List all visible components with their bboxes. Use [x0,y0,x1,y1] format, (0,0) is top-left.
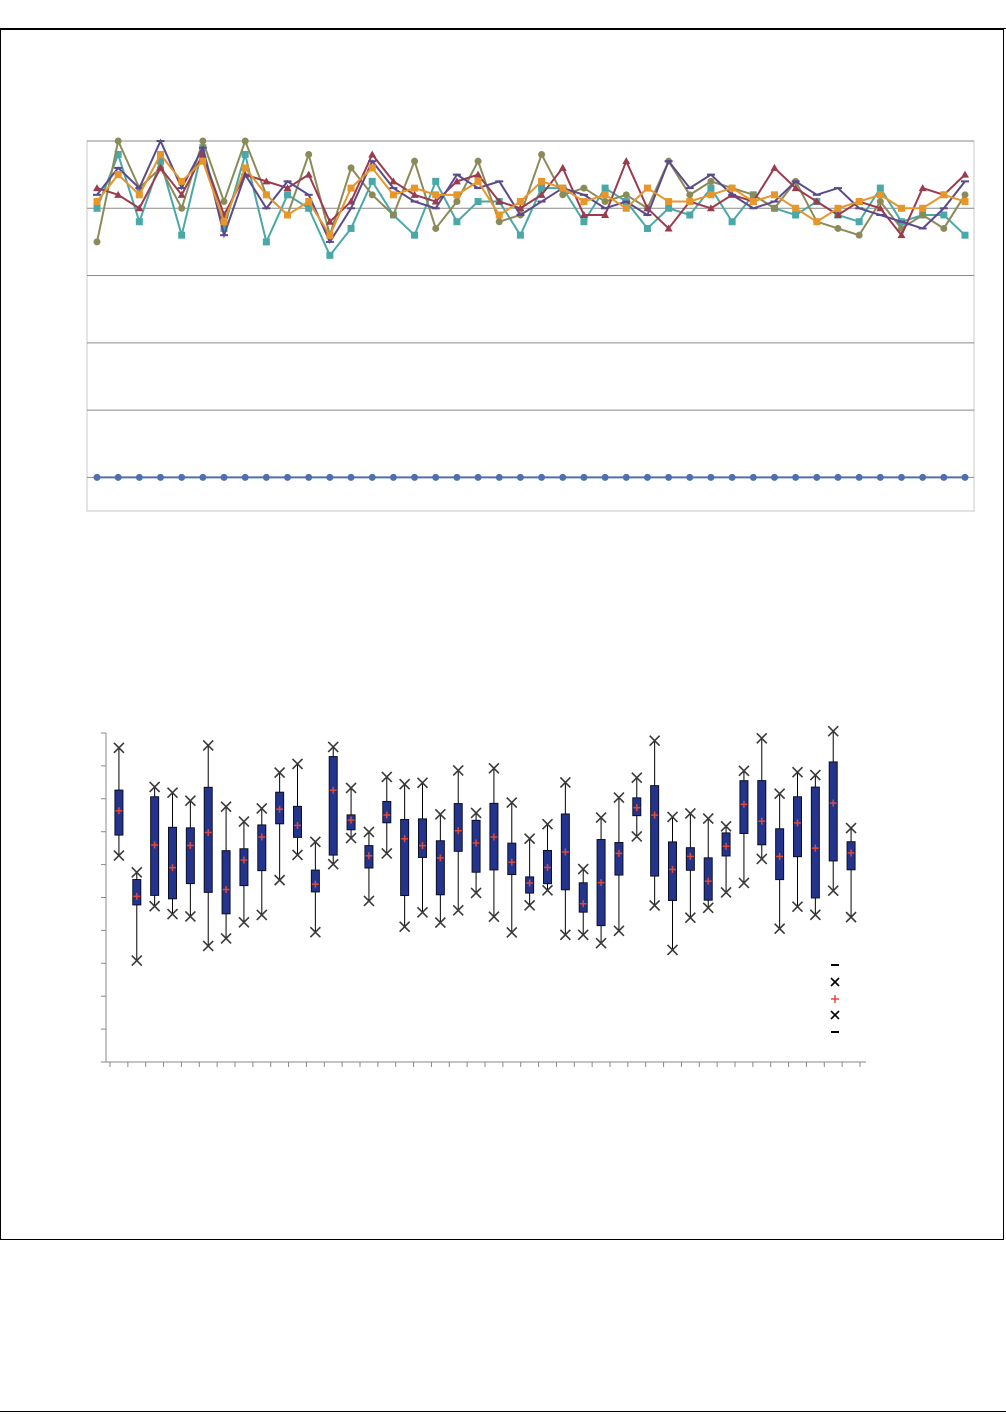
line-point [517,198,524,205]
line-point [284,191,291,198]
line-point [940,207,948,209]
line-point [305,198,312,205]
line-point [877,198,884,205]
line-point [94,238,101,245]
line-point [644,225,651,232]
line-point [834,205,841,212]
baseline-point [623,474,630,481]
baseline-point [729,474,736,481]
line-point [94,205,101,212]
baseline-point [580,474,587,481]
line-point [326,232,333,239]
baseline-point [411,474,418,481]
line-point [770,164,778,171]
baseline-point [221,474,228,481]
baseline-point [432,474,439,481]
line-point [770,201,778,203]
baseline-point [326,474,333,481]
line-point [390,191,397,198]
footer-rule [0,1411,1006,1412]
line-point [559,164,567,171]
baseline-point [834,474,841,481]
line-point [411,158,418,165]
baseline-point [242,474,249,481]
line-point [898,205,905,212]
line-point [516,214,524,216]
line-point [940,212,947,219]
line-point [178,205,185,212]
line-point [178,178,185,185]
line-point [115,138,122,145]
line-point [707,185,714,192]
line-point [665,198,672,205]
line-point [475,158,482,165]
line-point [242,138,249,145]
baseline-point [136,474,143,481]
line-point [368,160,376,162]
line-point [326,252,333,259]
line-point [368,150,376,157]
line-point [432,225,439,232]
line-point [877,185,884,192]
baseline-point [559,474,566,481]
line-point [199,158,206,165]
baseline-point [348,474,355,481]
line-point [390,212,397,219]
baseline-point [496,474,503,481]
baseline-point [94,474,101,481]
line-point [686,191,693,198]
line-point [919,212,926,219]
baseline-point [898,474,905,481]
line-point [348,185,355,192]
line-point [834,187,842,189]
line-point [221,198,228,205]
plot-area [87,141,974,511]
baseline-point [305,474,312,481]
line-point [263,238,270,245]
line-point [115,171,122,178]
line-point [432,207,440,209]
baseline-point [792,474,799,481]
line-point [961,180,969,182]
line-point [453,198,460,205]
line-point [411,185,418,192]
baseline-point [369,474,376,481]
baseline-point [750,474,757,481]
line-point [517,232,524,239]
baseline-point [453,474,460,481]
line-point [622,201,630,203]
line-point [707,174,715,176]
line-point [559,191,566,198]
line-point [475,198,482,205]
line-point [475,178,482,185]
baseline-point [178,474,185,481]
line-point [580,185,587,192]
line-point [876,214,884,216]
line-point [538,201,546,203]
line-point [834,225,841,232]
baseline-point [771,474,778,481]
line-point [369,191,376,198]
baseline-point [707,474,714,481]
line-point [305,171,313,178]
line-point [856,198,863,205]
line-point [284,180,292,182]
line-point [538,151,545,158]
line-point [157,140,165,142]
line-point [389,187,397,189]
line-point [178,232,185,239]
line-point [622,157,630,164]
line-point [771,205,778,212]
line-point [559,185,566,192]
baseline-point [475,474,482,481]
line-point [242,151,249,158]
line-point [813,194,821,196]
line-point [453,174,461,176]
line-point [432,178,439,185]
line-point [348,225,355,232]
line-point [284,212,291,219]
line-point [962,191,969,198]
line-point [728,194,736,196]
line-point [538,178,545,185]
line-point [495,180,503,182]
line-point [792,180,800,182]
baseline-point [644,474,651,481]
baseline-point [686,474,693,481]
line-point [262,207,270,209]
line-point [644,185,651,192]
line-point [411,232,418,239]
line-point [199,147,207,149]
line-point [623,191,630,198]
line-point [813,218,820,225]
baseline-point [856,474,863,481]
line-point [326,241,334,243]
line-point [305,151,312,158]
line-point [665,160,673,162]
line-point [263,191,270,198]
line-point [707,191,714,198]
line-point [940,191,947,198]
line-point [602,191,609,198]
line-point [686,187,694,189]
baseline-point [813,474,820,481]
line-point [580,218,587,225]
line-point [199,138,206,145]
line-point [411,201,419,203]
line-point [242,164,249,171]
line-point [897,221,905,223]
baseline-point [665,474,672,481]
line-point [961,171,969,178]
line-point [940,225,947,232]
baseline-point [877,474,884,481]
baseline-point [199,474,206,481]
line-point [877,191,884,198]
baseline-point [157,474,164,481]
baseline-point [962,474,969,481]
line-point [432,191,439,198]
line-point [792,205,799,212]
line-point [93,194,101,196]
line-point [792,212,799,219]
line-point [856,218,863,225]
line-point [178,187,186,189]
line-point [453,218,460,225]
line-point [919,184,927,191]
line-point [729,218,736,225]
line-point [665,205,672,212]
line-point [750,198,757,205]
line-point [348,164,355,171]
line-point [707,178,714,185]
line-point [623,205,630,212]
baseline-point [602,474,609,481]
line-point [221,218,228,225]
line-point [919,227,927,229]
line-point [136,191,143,198]
line-point [220,234,228,236]
baseline-point [263,474,270,481]
line-point [114,167,122,169]
line-point [580,194,588,196]
baseline-point [115,474,122,481]
baseline-point [538,474,545,481]
line-point [686,212,693,219]
line-point [749,207,757,209]
line-chart [0,0,1006,560]
baseline-point [517,474,524,481]
line-point [855,207,863,209]
line-point [602,198,609,205]
line-point [601,207,609,209]
line-point [962,198,969,205]
line-point [602,185,609,192]
line-point [496,212,503,219]
line-point [369,178,376,185]
line-point [771,191,778,198]
baseline-point [284,474,291,481]
line-point [686,198,693,205]
line-point [136,218,143,225]
line-point [157,151,164,158]
line-point [453,191,460,198]
line-point [305,194,313,196]
line-point [347,207,355,209]
line-point [729,185,736,192]
line-point [496,218,503,225]
baseline-point [390,474,397,481]
line-point [580,198,587,205]
baseline-point [940,474,947,481]
line-point [919,205,926,212]
line-point [856,232,863,239]
line-point [962,232,969,239]
line-point [643,214,651,216]
baseline-point [919,474,926,481]
line-point [94,198,101,205]
line-point [369,164,376,171]
